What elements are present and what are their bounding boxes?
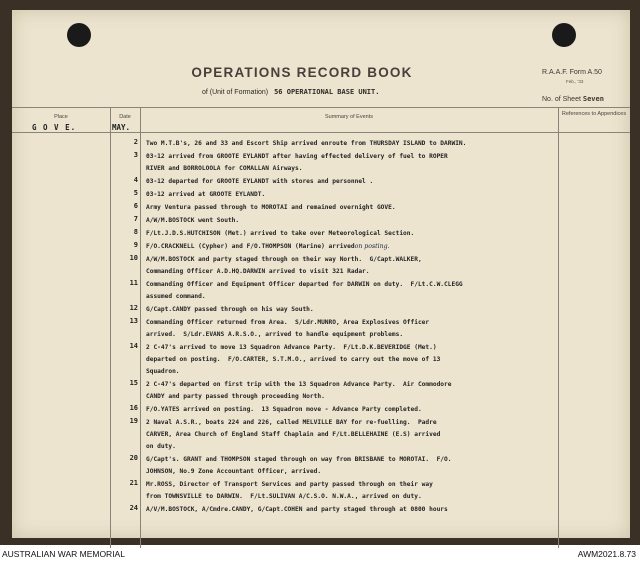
entry-text — [146, 266, 556, 278]
entry-text — [146, 329, 556, 341]
entry-text — [146, 366, 556, 378]
entry-text-line: G/Capt's. GRANT and THOMPSON staged through on way from BRISBANE to MOROTAI. F/O. — [146, 456, 452, 463]
entry-day: 19 — [129, 417, 138, 425]
table-header-rule — [12, 132, 630, 133]
entry-text-line: Army Ventura passed through to MOROTAI and remained overnight GOVE. — [146, 204, 396, 211]
entry-text-line: A/V/M.BOSTOCK, A/Cmdre.CANDY, G/Capt.COHEN and party staged through at 0800 hours — [146, 506, 448, 513]
entry-text — [146, 215, 556, 227]
form-name: R.A.A.F. Form A.50 — [542, 69, 602, 76]
entry-day: 14 — [129, 342, 138, 350]
entry-text — [146, 379, 556, 391]
entry-text — [146, 429, 556, 441]
entry-text-line: 2 C-47's arrived to move 13 Squadron Advance Party. F/Lt.D.K.BEVERIDGE (Met.) — [146, 344, 437, 351]
entry-text-line: A/W/M.BOSTOCK went South. — [146, 217, 240, 224]
entry-text — [146, 417, 556, 429]
entry-text — [146, 479, 556, 491]
entry-day: 12 — [129, 304, 138, 312]
entry-text-line: 03-12 arrived at GROOTE EYLANDT. — [146, 191, 266, 198]
unit-line — [202, 88, 379, 96]
table-top-rule — [12, 107, 630, 108]
entry-day: 11 — [129, 279, 138, 287]
entry-text — [146, 504, 556, 516]
entry-text-line: JOHNSON, No.9 Zone Accountant Officer, arrived. — [146, 468, 322, 475]
entry-text — [146, 138, 556, 150]
unit-label: of (Unit of Formation) — [202, 89, 269, 96]
entry-text-line: F/O.CRACKNELL (Cypher) and F/O.THOMPSON (Marine) arrived — [146, 243, 355, 250]
entry-text-line: 2 Naval A.S.R., boats 224 and 226, called MELVILLE BAY for re-fuelling. Padre — [146, 419, 437, 426]
entry-text-line: RIVER and BORROLOOLA for COMALLAN Airways. — [146, 165, 303, 172]
entry-day: 2 — [133, 138, 138, 146]
caption-accession: AWM2021.8.73 — [577, 549, 636, 559]
entry-text — [146, 228, 556, 240]
entry-text — [146, 404, 556, 416]
column-divider — [558, 107, 559, 548]
entry-text — [146, 254, 556, 266]
caption-credit: AUSTRALIAN WAR MEMORIAL — [2, 549, 125, 559]
entry-text-line: Commanding Officer returned from Area. S/Ldr.MUNRO, Area Explosives Officer — [146, 319, 430, 326]
punch-hole-left — [67, 23, 91, 47]
entry-day: 7 — [133, 215, 138, 223]
entry-text-line: on duty. — [146, 443, 176, 450]
entry-text — [146, 441, 556, 453]
entry-text — [146, 279, 556, 291]
entry-day: 13 — [129, 317, 138, 325]
entry-text-line: A/W/M.BOSTOCK and party staged through on their way North. G/Capt.WALKER, — [146, 256, 422, 263]
entry-text — [146, 151, 556, 163]
document-title: OPERATIONS RECORD BOOK — [191, 65, 413, 80]
entry-day: 10 — [129, 254, 138, 262]
entry-text — [146, 454, 556, 466]
entry-text — [146, 491, 556, 503]
entry-text-line: Commanding Officer A.D.HQ.DARWIN arrived to visit 321 Radar. — [146, 268, 370, 275]
entry-day: 21 — [129, 479, 138, 487]
unit-name: 56 OPERATIONAL BASE UNIT. — [274, 88, 380, 96]
entry-day: 4 — [133, 176, 138, 184]
sheet-number — [542, 95, 604, 103]
entry-day: 15 — [129, 379, 138, 387]
entry-text-line: departed on posting. F/O.CARTER, S.T.M.O., arrived to carry out the move of 13 — [146, 356, 441, 363]
column-divider — [140, 107, 141, 548]
entry-text-line: Commanding Officer and Equipment Officer departed for DARWIN on duty. F/Lt.C.W.CLEGG — [146, 281, 463, 288]
entry-text — [146, 317, 556, 329]
entry-text-line: Two M.T.B's, 26 and 33 and Escort Ship arrived enroute from THURSDAY ISLAND to DARWIN. — [146, 140, 467, 147]
entry-day: 3 — [133, 151, 138, 159]
record-sheet — [12, 10, 630, 538]
entry-text — [146, 202, 556, 214]
entry-text-line: 2 C-47's departed on first trip with the 13 Squadron Advance Party. Air Commodore — [146, 381, 452, 388]
entry-text — [146, 176, 556, 188]
entry-text — [146, 241, 556, 253]
column-header-refs: References to Appendices — [561, 111, 627, 117]
entry-day: 16 — [129, 404, 138, 412]
column-header-place: Place — [54, 114, 68, 120]
entry-text — [146, 354, 556, 366]
entry-text — [146, 304, 556, 316]
entry-text-line: 03-12 arrived from GROOTE EYLANDT after having effected delivery of fuel to ROPER — [146, 153, 448, 160]
entry-text-line: Squadron. — [146, 368, 180, 375]
entry-text-line: CANDY and party passed through proceeding North. — [146, 393, 325, 400]
entry-text-line: arrived. S/Ldr.EVANS A.R.S.O., arrived to handle equipment problems. — [146, 331, 404, 338]
entry-day: 5 — [133, 189, 138, 197]
entry-text — [146, 291, 556, 303]
form-ref: Feb., '33 — [566, 79, 584, 84]
place-value: G O V E. — [32, 123, 77, 132]
entry-day: 20 — [129, 454, 138, 462]
entry-text-line: F/Lt.J.D.S.HUTCHISON (Met.) arrived to take over Meteorological Section. — [146, 230, 415, 237]
entry-text — [146, 342, 556, 354]
entry-day: 9 — [133, 241, 138, 249]
entry-text — [146, 466, 556, 478]
entry-text-line: from TOWNSVILLE to DARWIN. F/Lt.SULIVAN A/C.S.O. N.W.A., arrived on duty. — [146, 493, 422, 500]
entry-text-line: Mr.ROSS, Director of Transport Services and party passed through on their way — [146, 481, 433, 488]
entry-day: 6 — [133, 202, 138, 210]
entry-text-line: assumed command. — [146, 293, 206, 300]
entry-text — [146, 163, 556, 175]
punch-hole-right — [552, 23, 576, 47]
sheet-value: Seven — [582, 95, 604, 103]
entry-text-line: G/Capt.CANDY passed through on his way South. — [146, 306, 314, 313]
column-header-date: Date — [119, 114, 131, 120]
entry-day: 8 — [133, 228, 138, 236]
entry-text-line: F/O.YATES arrived on posting. 13 Squadron move - Advance Party completed. — [146, 406, 422, 413]
column-header-summary: Summary of Events — [325, 114, 373, 120]
entry-day: 24 — [129, 504, 138, 512]
entry-text-line: CARVER, Area Church of England Staff Chaplain and F/Lt.BELLEHAINE (E.S) arrived — [146, 431, 441, 438]
entry-text — [146, 189, 556, 201]
entry-text — [146, 391, 556, 403]
entry-text-line: 03-12 departed for GROOTE EYLANDT with stores and personnel . — [146, 178, 374, 185]
sheet-label: No. of Sheet — [542, 96, 581, 103]
month-value: MAY. — [112, 123, 131, 132]
handwritten-note: on posting. — [354, 243, 390, 250]
